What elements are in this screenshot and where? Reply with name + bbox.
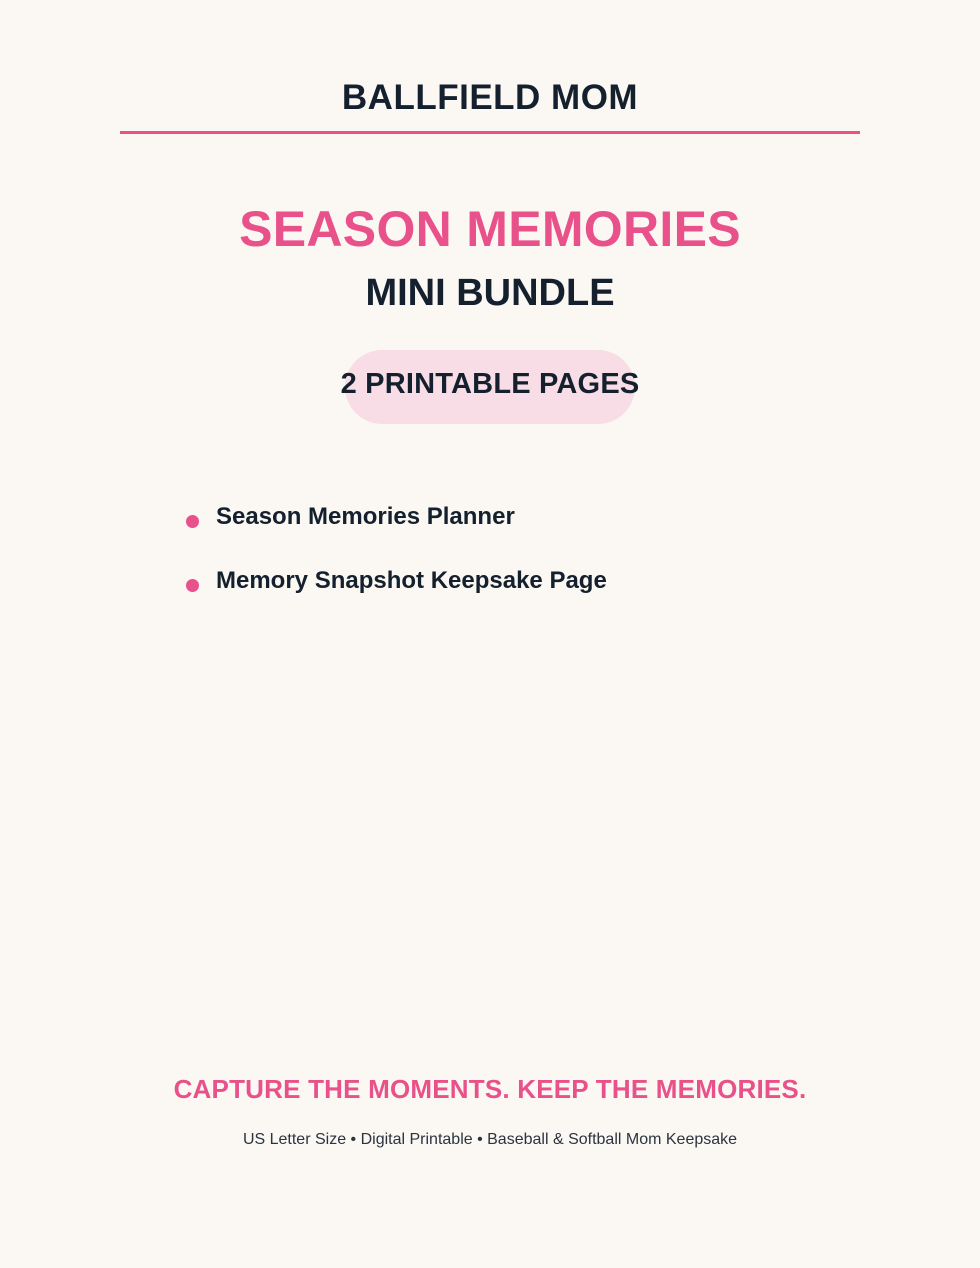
- product-title: SEASON MEMORIES: [239, 201, 741, 257]
- header-divider: [120, 131, 860, 134]
- brand-title: BALLFIELD MOM: [341, 78, 639, 117]
- page-count-badge-label: 2 PRINTABLE PAGES: [340, 368, 640, 400]
- product-subtitle: MINI BUNDLE: [365, 272, 615, 314]
- tagline: CAPTURE THE MOMENTS. KEEP THE MEMORIES.: [173, 1074, 807, 1104]
- list-item-label: Memory Snapshot Keepsake Page: [216, 567, 607, 594]
- bullet-dot-icon: [186, 515, 199, 528]
- list-item-label: Season Memories Planner: [216, 503, 515, 530]
- product-details: US Letter Size • Digital Printable • Baseball & Softball Mom Keepsake: [242, 1131, 738, 1148]
- bullet-dot-icon: [186, 579, 199, 592]
